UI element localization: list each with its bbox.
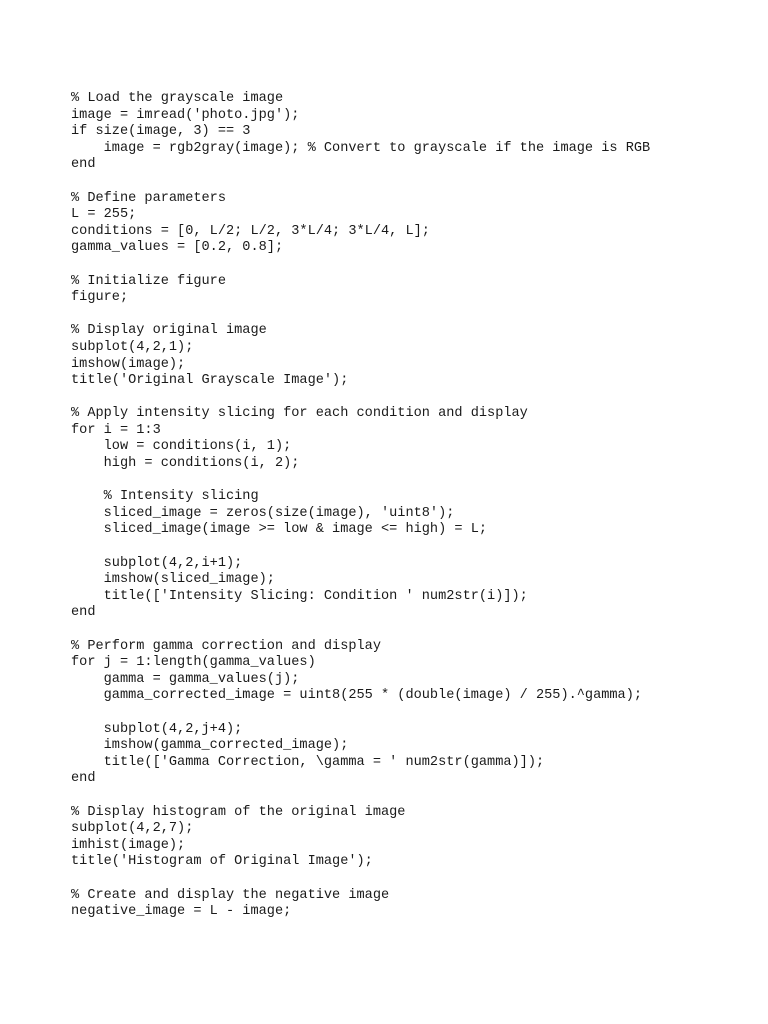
code-line: image = rgb2gray(image); % Convert to grayscale if the image is RGB xyxy=(71,140,651,156)
code-line: % Intensity slicing xyxy=(71,489,259,505)
code-line xyxy=(71,390,650,407)
code-line: end xyxy=(71,605,96,621)
code-line xyxy=(71,174,650,191)
code-line xyxy=(71,539,650,556)
code-line: L = 255; xyxy=(71,207,137,223)
code-line: subplot(4,2,7); xyxy=(71,821,194,837)
code-line: % Initialize figure xyxy=(71,273,226,289)
code-line: % Load the grayscale image xyxy=(71,91,284,106)
code-line xyxy=(71,257,650,274)
code-line: gamma = gamma_values(j); xyxy=(71,671,300,687)
code-line: imshow(sliced_image); xyxy=(71,572,275,588)
code-line: sliced_image = zeros(size(image), 'uint8'); xyxy=(71,505,455,521)
code-line xyxy=(71,871,650,888)
code-line: imshow(gamma_corrected_image); xyxy=(71,738,349,754)
code-line: % Perform gamma correction and display xyxy=(71,638,381,654)
code-line: conditions = [0, L/2; L/2, 3*L/4; 3*L/4, L]; xyxy=(71,223,430,239)
code-line xyxy=(71,788,650,805)
code-line: % Display histogram of the original image xyxy=(71,804,406,820)
code-line: % Define parameters xyxy=(71,190,226,206)
code-line: for j = 1:length(gamma_values) xyxy=(71,655,316,671)
code-line: negative_image = L - image; xyxy=(71,904,292,920)
code-line: sliced_image(image >= low & image <= high) = L; xyxy=(71,522,488,538)
code-line: % Display original image xyxy=(71,323,267,339)
code-line: low = conditions(i, 1); xyxy=(71,439,292,455)
code-line: end xyxy=(71,771,96,787)
code-line: imshow(image); xyxy=(71,356,186,372)
code-line: image = imread('photo.jpg'); xyxy=(71,107,300,123)
code-line: for i = 1:3 xyxy=(71,422,161,438)
code-line: imhist(image); xyxy=(71,837,186,853)
code-line: title('Original Grayscale Image'); xyxy=(71,373,349,389)
code-line xyxy=(71,473,650,490)
code-line xyxy=(71,307,650,324)
code-line: subplot(4,2,1); xyxy=(71,339,194,355)
code-line: figure; xyxy=(71,290,129,306)
code-line: title(['Intensity Slicing: Condition ' num2str(i)]); xyxy=(71,588,528,604)
code-line: high = conditions(i, 2); xyxy=(71,456,300,472)
code-line: title(['Gamma Correction, \gamma = ' num2str(gamma)]); xyxy=(71,754,545,770)
code-line xyxy=(71,622,650,639)
code-line: subplot(4,2,j+4); xyxy=(71,721,243,737)
code-line: if size(image, 3) == 3 xyxy=(71,124,251,140)
code-line: gamma_corrected_image = uint8(255 * (double(image) / 255).^gamma); xyxy=(71,688,643,704)
code-line xyxy=(71,705,650,722)
code-block xyxy=(71,91,650,921)
code-line: gamma_values = [0.2, 0.8]; xyxy=(71,240,284,256)
code-line: % Create and display the negative image xyxy=(71,887,390,903)
code-line: % Apply intensity slicing for each condition and display xyxy=(71,406,528,422)
code-line: end xyxy=(71,157,96,173)
code-line: title('Histogram of Original Image'); xyxy=(71,854,373,870)
code-line: subplot(4,2,i+1); xyxy=(71,555,243,571)
